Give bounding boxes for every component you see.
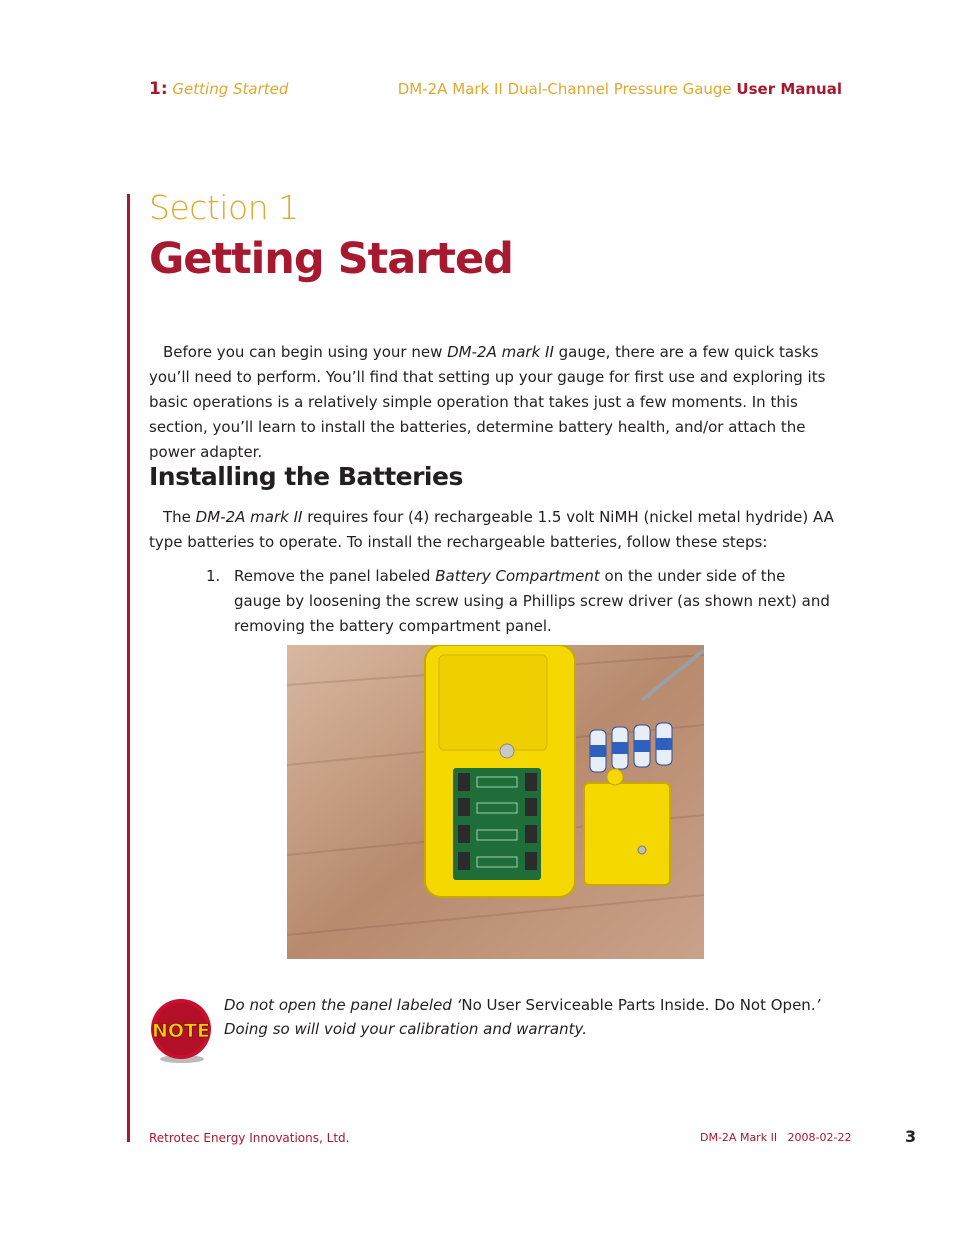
heading-installing-batteries: Installing the Batteries <box>149 462 463 491</box>
intro-text-a: Before you can begin using your new <box>163 343 448 361</box>
note-icon <box>149 997 213 1065</box>
intro-text-b: gauge, there are a few quick tasks you’ll need to perform. You’ll find that setting up your gauge for first use and exploring its basic operations is a relatively simple operation that takes just a few moments. In this section, you’ll learn to install the batteries, determine battery health, and/or attach the power adapter. <box>149 343 826 461</box>
footer-doc-ref: DM-2A Mark II 2008-02-22 <box>700 1131 852 1144</box>
intro-product-name: DM-2A mark II <box>447 343 554 361</box>
running-header-left <box>149 79 288 99</box>
running-header-right <box>398 80 842 98</box>
note-icon-label: NOTE <box>152 1020 210 1042</box>
header-doc-title: DM-2A Mark II Dual-Channel Pressure Gauge <box>397 80 732 98</box>
step-number: 1. <box>206 567 221 585</box>
page-number: 3 <box>905 1127 917 1146</box>
header-doc-type: User Manual <box>736 80 842 98</box>
battery-compartment-photo <box>287 645 704 959</box>
batteries-text-a: The <box>163 508 196 526</box>
note-text: Do not open the panel labeled ‘No User Serviceable Parts Inside. Do Not Open.’ Doing so will void your calibration and warranty. <box>224 996 821 1038</box>
section-label: Section 1 <box>149 188 299 227</box>
chapter-title: Getting Started <box>149 234 513 284</box>
margin-rule <box>127 194 130 1142</box>
batteries-product-name: DM-2A mark II <box>195 508 303 526</box>
header-chapter-number: 1: <box>149 79 168 99</box>
header-chapter-name: Getting Started <box>172 80 289 98</box>
step-italic-term: Battery Compartment <box>435 567 600 585</box>
note-quoted-label: No User Serviceable Parts Inside. Do Not Open. <box>461 996 816 1014</box>
batteries-text-b: requires four (4) rechargeable 1.5 volt NiMH (nickel metal hydride) AA type batteries to operate. To install the rechargeable batteries, follow these steps: <box>149 508 834 551</box>
step-text: Remove the panel labeled Battery Compartment on the under side of the gauge by loosening the screw using a Phillips screw driver (as shown next) and removing the battery compartment panel. <box>234 567 830 635</box>
batteries-paragraph <box>149 505 849 555</box>
footer-company: Retrotec Energy Innovations, Ltd. <box>149 1131 350 1145</box>
intro-paragraph <box>149 340 849 465</box>
